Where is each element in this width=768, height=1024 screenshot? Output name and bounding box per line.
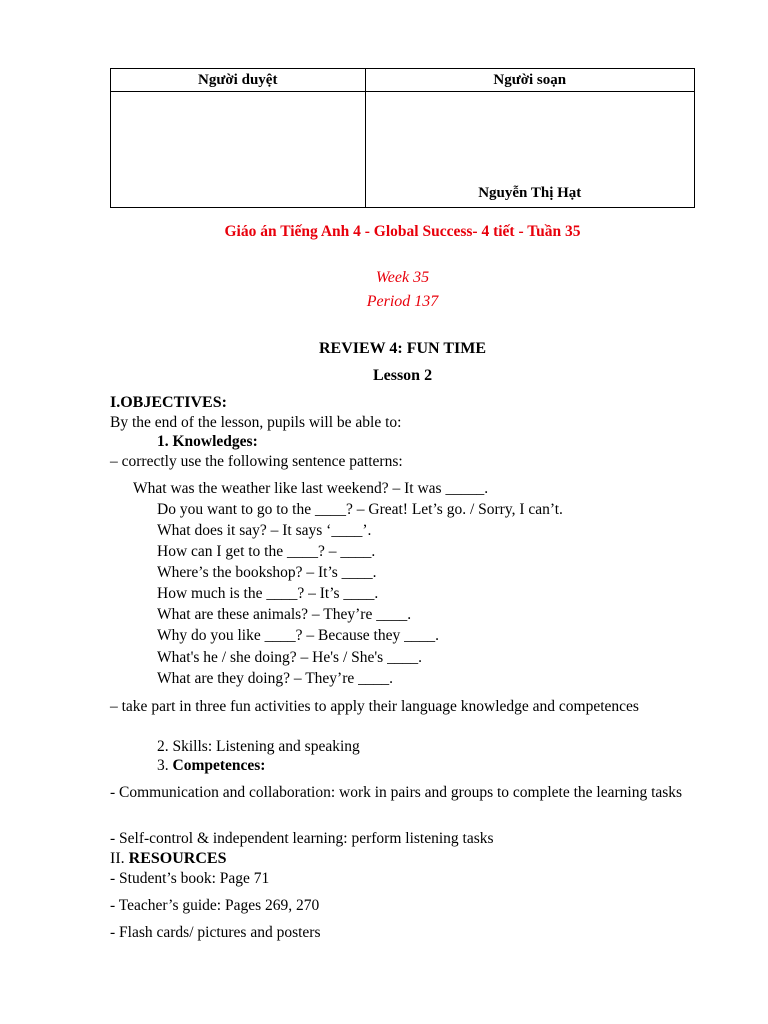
activities-text: – take part in three fun activities to apply their language knowledge and competences [110, 698, 639, 715]
signature-table [110, 68, 695, 208]
pattern-item: What are these animals? – They’re ____. [157, 606, 412, 623]
communication-text: - Communication and collaboration: work in pairs and groups to complete the learning tasks [110, 784, 683, 801]
review-title: REVIEW 4: FUN TIME [319, 340, 486, 357]
resource-item: - Student’s book: Page 71 [110, 870, 270, 887]
pattern-item: What was the weather like last weekend? – It was _____. [133, 480, 489, 497]
doc-title: Giáo án Tiếng Anh 4 - Global Success- 4 tiết - Tuần 35 [224, 223, 581, 240]
lesson-label: Lesson 2 [372, 367, 433, 384]
period-label: Period 137 [366, 293, 439, 310]
resources-heading: II. RESOURCES [110, 850, 227, 867]
reviewer-signature-cell [111, 92, 366, 208]
resource-item: - Flash cards/ pictures and posters [110, 924, 321, 941]
preparer-name: Nguyễn Thị Hạt [365, 92, 695, 208]
patterns-intro: – correctly use the following sentence patterns: [110, 453, 403, 470]
pattern-item: How can I get to the ____? – ____. [157, 543, 376, 560]
knowledges-heading: 1. Knowledges: [157, 433, 258, 450]
week-label: Week 35 [375, 269, 430, 286]
preparer-header: Người soạn [365, 69, 695, 92]
pattern-item: What does it say? – It says ‘____’. [157, 522, 372, 539]
reviewer-header: Người duyệt [111, 69, 366, 92]
objectives-heading: I.OBJECTIVES: [110, 394, 227, 411]
resource-item: - Teacher’s guide: Pages 269, 270 [110, 897, 320, 914]
pattern-item: What are they doing? – They’re ____. [157, 670, 394, 687]
pattern-item: How much is the ____? – It’s ____. [157, 585, 379, 602]
pattern-item: Do you want to go to the ____? – Great! Let’s go. / Sorry, I can’t. [157, 501, 563, 518]
pattern-item: Why do you like ____? – Because they ____. [157, 627, 439, 644]
skills-text: 2. Skills: Listening and speaking [157, 738, 360, 755]
objectives-intro: By the end of the lesson, pupils will be able to: [110, 414, 402, 431]
self-control-text: - Self-control & independent learning: perform listening tasks [110, 830, 494, 847]
competences-heading: 3. Competences: [157, 757, 266, 774]
pattern-item: Where’s the bookshop? – It’s ____. [157, 564, 377, 581]
pattern-item: What's he / she doing? – He's / She's ____. [157, 649, 422, 666]
